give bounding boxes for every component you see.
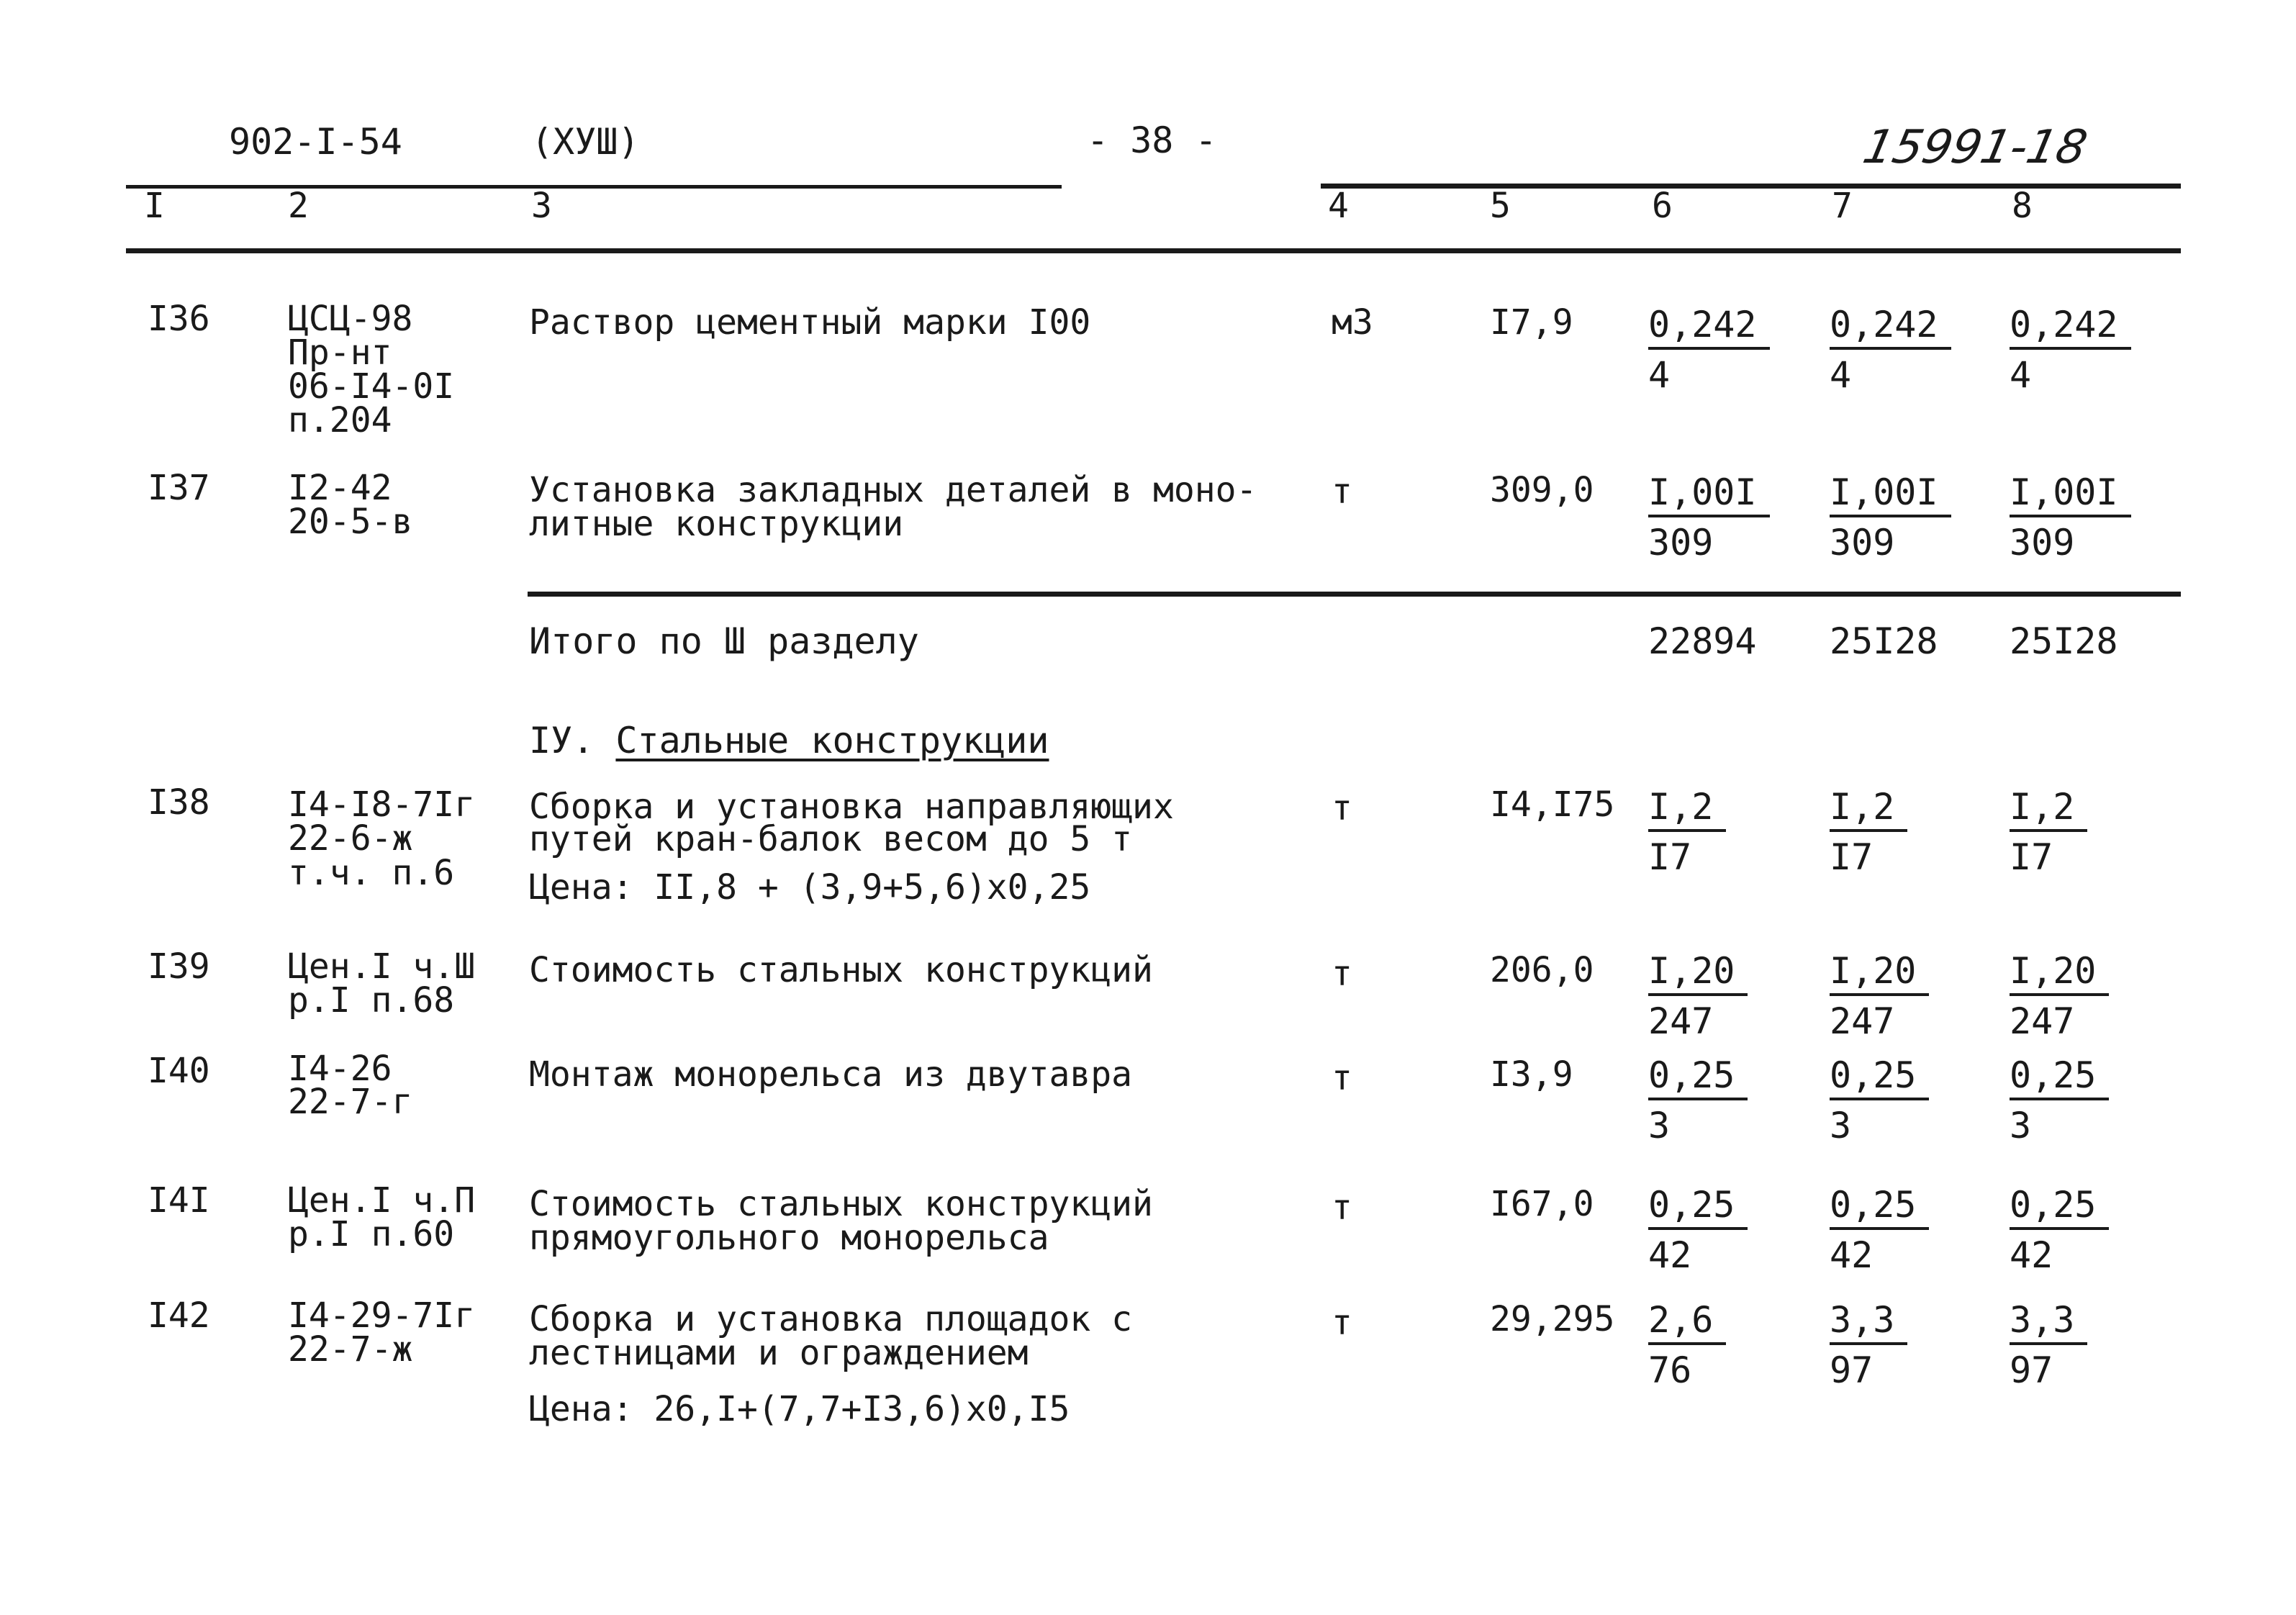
fraction-numerator: 0,25 (1830, 1184, 1929, 1230)
fraction-numerator: I,00I (1648, 471, 1770, 517)
section-title: Стальные конструкции (615, 720, 1049, 761)
row-unit: м3 (1332, 302, 1373, 343)
fraction-numerator: 0,242 (2010, 304, 2131, 350)
row-unit: т (1332, 471, 1352, 512)
fraction-denominator: 97 (1830, 1349, 1874, 1391)
row-code-line: р.I п.68 (288, 980, 455, 1021)
fraction-denominator: 42 (1830, 1234, 1874, 1276)
column-number-3: 3 (531, 186, 552, 226)
row-description-line: Установка закладных деталей в моно- (529, 470, 1257, 510)
cost-fraction-col7 (1830, 1054, 1952, 1146)
row-code-line: 22-6-ж (288, 818, 413, 859)
column-number-7: 7 (1832, 186, 1853, 226)
fraction-numerator: 0,25 (2010, 1184, 2109, 1230)
row-code-line: 22-7-г (288, 1082, 413, 1122)
column-number-2: 2 (288, 186, 309, 226)
cost-fraction-col7 (1830, 1299, 1952, 1391)
row-description-line: прямоугольного монорельса (529, 1218, 1049, 1258)
row-unit: т (1332, 1188, 1352, 1228)
header-top-rule-left (126, 185, 1062, 189)
row-code-line: 06-I4-0I (288, 366, 455, 407)
row-code-line: т.ч. п.6 (288, 853, 455, 893)
fraction-denominator: 247 (2010, 1000, 2075, 1042)
fraction-denominator: I7 (1830, 836, 1874, 878)
fraction-denominator: 309 (1830, 522, 1895, 564)
subtotal-rule (528, 592, 2181, 597)
row-number: I4I (148, 1180, 210, 1221)
row-unit: т (1332, 954, 1352, 994)
cost-fraction-col8 (2010, 1184, 2132, 1276)
section-number: IУ. (529, 720, 595, 761)
fraction-denominator: 3 (1830, 1105, 1852, 1146)
fraction-denominator: 247 (1830, 1000, 1895, 1042)
fraction-denominator: 247 (1648, 1000, 1714, 1042)
fraction-denominator: 4 (1648, 354, 1671, 396)
section-heading (529, 720, 1049, 761)
row-code-line: I4-I8-7Iг (288, 784, 476, 825)
row-unit: т (1332, 1303, 1352, 1343)
row-description-line: Сборка и установка площадок с (529, 1299, 1133, 1339)
row-price-formula: Цена: II,8 + (3,9+5,6)х0,25 (529, 867, 1091, 908)
subtotal-col6: 22894 (1648, 620, 1757, 662)
header-top-rule-right (1321, 184, 2181, 189)
cost-fraction-col6 (1648, 1184, 1771, 1276)
cost-fraction-col6 (1648, 786, 1771, 878)
fraction-numerator: I,20 (2010, 950, 2109, 996)
fraction-numerator: I,2 (1830, 786, 1907, 832)
page-number: - 38 - (1087, 119, 1217, 161)
cost-fraction-col6 (1648, 950, 1771, 1042)
fraction-denominator: 4 (1830, 354, 1852, 396)
row-code-line: 22-7-ж (288, 1329, 413, 1370)
fraction-denominator: 42 (1648, 1234, 1692, 1276)
fraction-numerator: I,00I (2010, 471, 2131, 517)
header-bottom-rule (126, 248, 2181, 253)
row-quantity: I4,I75 (1490, 784, 1615, 825)
row-number: I42 (148, 1295, 210, 1336)
row-unit: т (1332, 788, 1352, 828)
cost-fraction-col6 (1648, 471, 1771, 564)
row-unit: т (1332, 1058, 1352, 1098)
row-price-formula: Цена: 26,I+(7,7+I3,6)х0,I5 (529, 1389, 1070, 1429)
row-description-line: Сборка и установка направляющих (529, 787, 1174, 827)
row-quantity: I3,9 (1490, 1054, 1573, 1095)
cost-fraction-col8 (2010, 950, 2132, 1042)
fraction-numerator: I,2 (1648, 786, 1726, 832)
cost-fraction-col7 (1830, 950, 1952, 1042)
row-code-line: п.204 (288, 400, 392, 440)
fraction-denominator: 97 (2010, 1349, 2053, 1391)
row-number: I37 (148, 468, 210, 508)
fraction-denominator: 4 (2010, 354, 2032, 396)
fraction-numerator: 3,3 (2010, 1299, 2087, 1345)
row-description-line: лестницами и ограждением (529, 1333, 1029, 1373)
fraction-numerator: I,00I (1830, 471, 1951, 517)
column-number-4: 4 (1328, 186, 1349, 226)
column-number-1: I (144, 186, 165, 226)
cost-fraction-col8 (2010, 786, 2132, 878)
row-description-line: Монтаж монорельса из двутавра (529, 1054, 1133, 1095)
column-number-6: 6 (1652, 186, 1673, 226)
row-code-line: Цен.I ч.Ш (288, 946, 476, 987)
cost-fraction-col6 (1648, 1054, 1771, 1146)
row-code-line: I4-29-7Iг (288, 1295, 476, 1336)
row-description-line: литные конструкции (529, 504, 904, 544)
row-description-line: Раствор цементный марки I00 (529, 302, 1091, 343)
row-quantity: 29,295 (1490, 1299, 1615, 1339)
fraction-denominator: 3 (2010, 1105, 2032, 1146)
column-number-8: 8 (2012, 186, 2033, 226)
fraction-numerator: 0,242 (1830, 304, 1951, 350)
fraction-numerator: 2,6 (1648, 1299, 1726, 1345)
fraction-numerator: I,20 (1648, 950, 1748, 996)
fraction-denominator: 3 (1648, 1105, 1671, 1146)
cost-fraction-col8 (2010, 1299, 2132, 1391)
fraction-numerator: 0,25 (1648, 1054, 1748, 1100)
row-code-line: I4-26 (288, 1049, 392, 1089)
row-description-line: Стоимость стальных конструкций (529, 950, 1153, 990)
column-number-5: 5 (1490, 186, 1511, 226)
fraction-denominator: 309 (1648, 522, 1714, 564)
fraction-denominator: 309 (2010, 522, 2075, 564)
cost-fraction-col8 (2010, 304, 2132, 396)
row-number: I40 (148, 1051, 210, 1091)
row-code-line: ЦСЦ-98 (288, 299, 413, 339)
fraction-denominator: 76 (1648, 1349, 1692, 1391)
part-number: (XУШ) (531, 121, 640, 163)
row-code-line: р.I п.60 (288, 1214, 455, 1254)
row-code-line: Цен.I ч.П (288, 1180, 476, 1221)
cost-fraction-col8 (2010, 1054, 2132, 1146)
fraction-denominator: I7 (2010, 836, 2053, 878)
row-quantity: I7,9 (1490, 302, 1573, 343)
subtotal-col7: 25I28 (1830, 620, 1938, 662)
row-quantity: 206,0 (1490, 950, 1594, 990)
cost-fraction-col7 (1830, 471, 1952, 564)
row-quantity: 309,0 (1490, 470, 1594, 510)
fraction-numerator: 0,25 (1830, 1054, 1929, 1100)
cost-fraction-col7 (1830, 304, 1952, 396)
row-code-line: Пр-нт (288, 332, 392, 373)
row-description-line: путей кран-балок весом до 5 т (529, 819, 1133, 859)
fraction-denominator: I7 (1648, 836, 1692, 878)
cost-fraction-col6 (1648, 304, 1771, 396)
cost-fraction-col8 (2010, 471, 2132, 564)
row-number: I38 (148, 782, 210, 823)
cost-fraction-col7 (1830, 786, 1952, 878)
cost-fraction-col6 (1648, 1299, 1771, 1391)
fraction-numerator: I,2 (2010, 786, 2087, 832)
document-code: 902-I-54 (229, 121, 402, 163)
subtotal-col8: 25I28 (2010, 620, 2118, 662)
row-description-line: Стоимость стальных конструкций (529, 1184, 1153, 1224)
row-number: I39 (148, 946, 210, 987)
row-code-line: I2-42 (288, 468, 392, 508)
fraction-numerator: I,20 (1830, 950, 1929, 996)
fraction-numerator: 3,3 (1830, 1299, 1907, 1345)
fraction-denominator: 42 (2010, 1234, 2053, 1276)
fraction-numerator: 0,25 (2010, 1054, 2109, 1100)
subtotal-label: Итого по Ш разделу (529, 620, 919, 662)
row-number: I36 (148, 299, 210, 339)
row-quantity: I67,0 (1490, 1184, 1594, 1224)
fraction-numerator: 0,242 (1648, 304, 1770, 350)
archive-stamp-number: 15991-18 (1858, 121, 2092, 174)
fraction-numerator: 0,25 (1648, 1184, 1748, 1230)
row-code-line: 20-5-в (288, 502, 413, 542)
cost-fraction-col7 (1830, 1184, 1952, 1276)
